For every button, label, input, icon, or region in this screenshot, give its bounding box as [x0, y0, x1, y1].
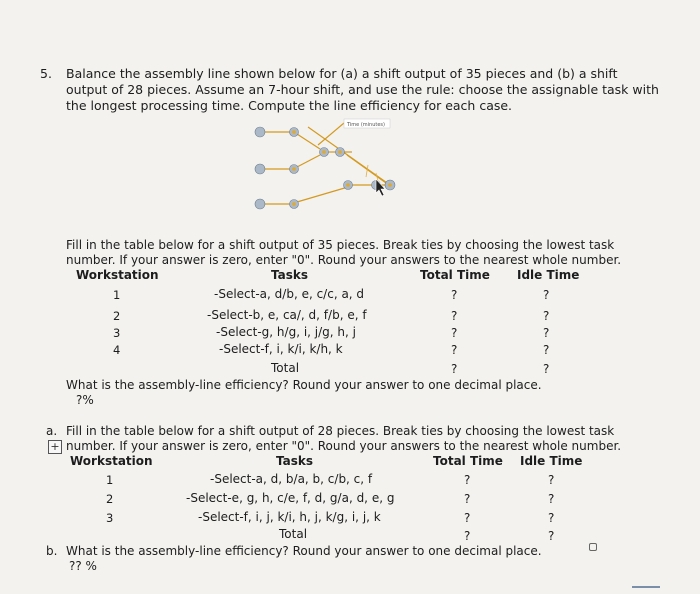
part-b-header-total-time: Total Time [433, 454, 503, 468]
node-e [255, 199, 265, 209]
part-b-efficiency-question: What is the assembly-line efficiency? Round your answer to one decimal place. [66, 544, 542, 558]
part-b-header-workstation: Workstation [70, 454, 153, 468]
part-a-row-1-total-input[interactable]: ? [451, 288, 458, 302]
part-b-efficiency-marker: b. [46, 544, 58, 558]
precedence-diagram [248, 115, 408, 220]
part-b-header-tasks: Tasks [276, 454, 314, 468]
node-c [255, 164, 265, 174]
part-a-row-2-tasks-select[interactable]: -Select-b, e, ca/, d, f/b, e, f [207, 308, 367, 322]
part-a-row-2-idle-input[interactable]: ? [543, 309, 550, 323]
part-a-row-4-idle-input[interactable]: ? [543, 343, 550, 357]
part-b-row-3-total-input[interactable]: ? [464, 511, 471, 525]
part-a-row-1-idle-input[interactable]: ? [543, 288, 550, 302]
part-a-row-4-tasks-select[interactable]: -Select-f, i, k/i, k/h, k [219, 342, 343, 356]
part-a-total-label: Total [271, 361, 300, 375]
diagram-label: Time (minutes) [347, 122, 385, 128]
part-a-row-1-tasks-select[interactable]: -Select-a, d/b, e, c/c, a, d [214, 287, 365, 301]
part-a-efficiency-input[interactable]: ?% [76, 393, 94, 407]
part-b-header-idle-time: Idle Time [520, 454, 583, 468]
part-b-row-2-total-input[interactable]: ? [464, 492, 471, 506]
part-a-row-2-total-input[interactable]: ? [451, 309, 458, 323]
question-line-1: Balance the assembly line shown below for (a) a shift output of 35 pieces and (b) a shift [66, 66, 618, 81]
part-a-row-3-total-input[interactable]: ? [451, 326, 458, 340]
part-b-total-label: Total [279, 527, 308, 541]
part-b-row-2-ws: 2 [106, 492, 114, 506]
part-b-efficiency-input[interactable]: ?? % [69, 559, 97, 573]
part-a-row-3-tasks-select[interactable]: -Select-g, h/g, i, j/g, h, j [216, 325, 356, 339]
part-b-row-3-ws: 3 [106, 511, 114, 525]
part-b-row-1-total-input[interactable]: ? [464, 473, 471, 487]
part-b-marker: a. [46, 424, 58, 438]
part-b-instruction-2: number. If your answer is zero, enter "0". Round your answers to the nearest whole number. [66, 439, 622, 453]
part-b-total-time-input[interactable]: ? [464, 529, 471, 543]
part-b-row-1-idle-input[interactable]: ? [548, 473, 555, 487]
question-line-3: the longest processing time. Compute the line efficiency for each case. [66, 98, 513, 113]
part-a-efficiency-question: What is the assembly-line efficiency? Round your answer to one decimal place. [66, 378, 542, 392]
part-a-row-3-ws: 3 [113, 326, 121, 340]
part-b-row-3-tasks-select[interactable]: -Select-f, i, j, k/i, h, j, k/g, i, j, k [198, 510, 381, 524]
scroll-edge-indicator [632, 586, 660, 592]
part-b-instruction-1: Fill in the table below for a shift output of 28 pieces. Break ties by choosing the lowest task [66, 424, 615, 438]
part-b-row-1-ws: 1 [106, 473, 114, 487]
question-number: 5. [40, 66, 52, 81]
part-a-row-4-ws: 4 [113, 343, 121, 357]
node-a [255, 127, 265, 137]
part-a-instruction-1: Fill in the table below for a shift output of 35 pieces. Break ties by choosing the lowest task [66, 238, 615, 252]
part-a-instruction-2: number. If your answer is zero, enter "0". Round your answers to the nearest whole number. [66, 253, 622, 267]
part-b-row-1-tasks-select[interactable]: -Select-a, d, b/a, b, c/b, c, f [210, 472, 373, 486]
part-a-row-3-idle-input[interactable]: ? [543, 326, 550, 340]
part-b-row-2-idle-input[interactable]: ? [548, 492, 555, 506]
part-a-header-idle-time: Idle Time [517, 268, 580, 282]
question-line-2: output of 28 pieces. Assume an 7-hour shift, and use the rule: choose the assignable task with [66, 82, 659, 97]
part-b-total-idle-input[interactable]: ? [548, 529, 555, 543]
part-a-row-4-total-input[interactable]: ? [451, 343, 458, 357]
part-a-row-2-ws: 2 [113, 309, 121, 323]
part-a-total-time-input[interactable]: ? [451, 362, 458, 376]
part-a-header-tasks: Tasks [271, 268, 309, 282]
part-a-row-1-ws: 1 [113, 288, 121, 302]
small-square-icon [589, 543, 597, 551]
part-b-row-3-idle-input[interactable]: ? [548, 511, 555, 525]
part-b-row-2-tasks-select[interactable]: -Select-e, g, h, c/e, f, d, g/a, d, e, g [186, 491, 395, 505]
part-a-header-workstation: Workstation [76, 268, 159, 282]
expand-plus-icon[interactable]: + [48, 440, 62, 454]
part-a-header-total-time: Total Time [420, 268, 490, 282]
part-a-total-idle-input[interactable]: ? [543, 362, 550, 376]
